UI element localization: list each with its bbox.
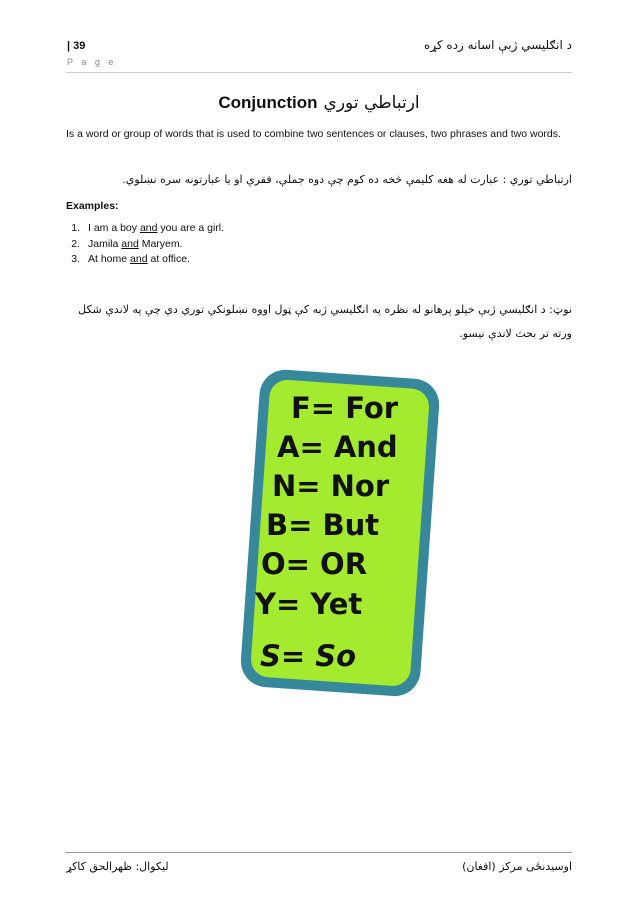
card-line-so: S= So [260,639,357,673]
definition-pashto: ارتباطي توري : عبارت له هغه کليمې څخه ده کوم چې دوه جملې، فقرې او يا عبارتونه سره نښلوي. [122,173,572,186]
card-line-yet: Y= Yet [255,587,363,621]
examples-list [66,221,224,268]
conjunction-word: and [130,253,148,265]
card-line-but: B= But [266,508,380,542]
page-number: | 39 [67,40,86,52]
fanboys-card [236,364,446,702]
item-number: 1. [71,222,80,234]
definition-english: Is a word or group of words that is used to combine two sentences or clauses, two phrases and two words. [66,128,561,140]
conjunction-word: and [121,237,139,250]
note-paragraph: نوټ: د انګليسي ژبې خپلو پرهانو له نظره په انګليسي ژبه کې ټول اووه نښلونکي توري دي چې په لاندې شکل ورته تر بحث لاندې نيسو. [78,303,572,340]
footer-author: ليکوال: ظهرالحق کاکړ [66,860,169,873]
footer-divider [66,852,572,853]
page-label: P a g e [67,57,117,67]
title-pashto: ارتباطي توري [323,93,420,113]
list-item [66,252,224,268]
card-line-for: F= For [291,391,399,425]
header-divider [66,72,572,73]
card-line-and: A= And [277,430,398,464]
item-text: At home and at office. [88,253,190,265]
conjunction-word: and [139,222,158,234]
list-item [66,221,224,237]
item-number: 3. [71,253,80,265]
title-english: Conjunction [218,93,318,112]
card-line-or: O= OR [261,547,368,581]
page-title [0,93,638,113]
item-number: 2. [71,237,80,250]
item-text: Jamila and Maryem. [88,237,183,250]
header-title: د انګليسي ژبې اسانه زده کړه [423,38,572,52]
item-text: I am a boy and you are a girl. [88,222,225,234]
footer-center: اوسيدنځی مرکز (افغان) [462,860,572,873]
list-item [66,237,224,253]
examples-heading: Examples: [66,200,119,212]
card-line-nor: N= Nor [272,469,390,503]
